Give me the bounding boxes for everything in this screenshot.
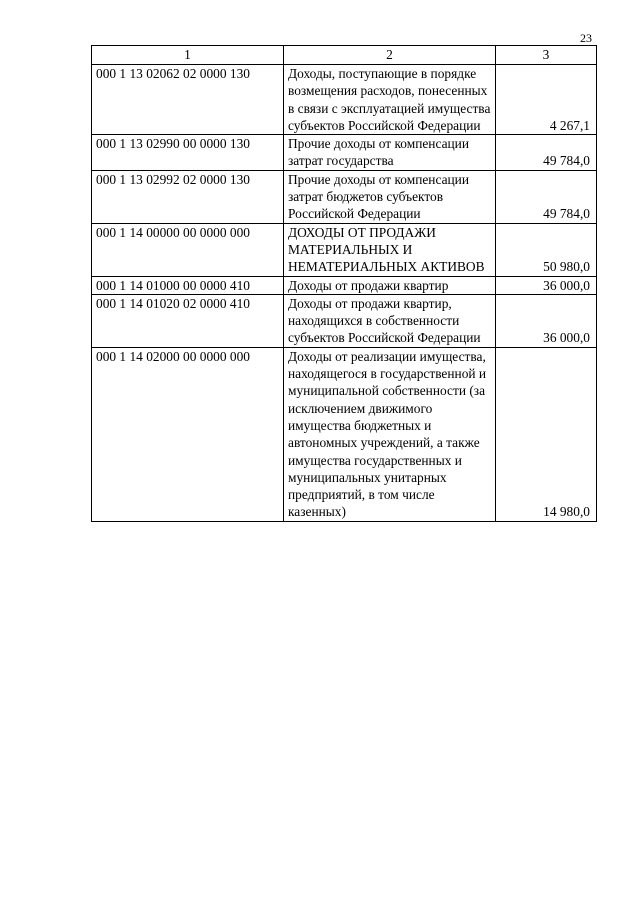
- table-header-row: [92, 46, 597, 65]
- page-number: 23: [580, 31, 592, 45]
- row-amount: 50 980,0: [496, 223, 597, 276]
- table-row: [92, 294, 597, 347]
- row-name: Доходы от продажи квартир: [284, 276, 496, 294]
- row-code: 000 1 14 02000 00 0000 000: [92, 347, 284, 521]
- column-header-code: 1: [92, 46, 284, 65]
- table-row: [92, 276, 597, 294]
- column-header-amount: 3: [496, 46, 597, 65]
- table-row: [92, 347, 597, 521]
- row-code: 000 1 13 02062 02 0000 130: [92, 65, 284, 135]
- row-name: ДОХОДЫ ОТ ПРОДАЖИ МАТЕРИАЛЬНЫХ И НЕМАТЕРИАЛЬНЫХ АКТИВОВ: [284, 223, 496, 276]
- row-code: 000 1 13 02990 00 0000 130: [92, 135, 284, 171]
- column-header-name: 2: [284, 46, 496, 65]
- row-amount: 49 784,0: [496, 170, 597, 223]
- row-amount: 49 784,0: [496, 135, 597, 171]
- row-name: Доходы от продажи квартир, находящихся в собственности субъектов Российской Федерации: [284, 294, 496, 347]
- row-amount: 36 000,0: [496, 276, 597, 294]
- row-amount: 14 980,0: [496, 347, 597, 521]
- row-name: Прочие доходы от компенсации затрат государства: [284, 135, 496, 171]
- table-row: [92, 135, 597, 171]
- table-row: [92, 65, 597, 135]
- row-code: 000 1 14 00000 00 0000 000: [92, 223, 284, 276]
- row-amount: 4 267,1: [496, 65, 597, 135]
- revenue-table: [91, 45, 597, 522]
- row-name: Прочие доходы от компенсации затрат бюджетов субъектов Российской Федерации: [284, 170, 496, 223]
- row-code: 000 1 14 01020 02 0000 410: [92, 294, 284, 347]
- row-code: 000 1 13 02992 02 0000 130: [92, 170, 284, 223]
- row-name: Доходы, поступающие в порядке возмещения расходов, понесенных в связи с эксплуатацией имущества субъектов Российской Федерации: [284, 65, 496, 135]
- row-name: Доходы от реализации имущества, находящегося в государственной и муниципальной собственности (за исключением движимого имущества бюджетных и автономных учреждений, а также имущества государственных и муниципальных унитарных предприятий, в том числе казенных): [284, 347, 496, 521]
- row-amount: 36 000,0: [496, 294, 597, 347]
- table-row: [92, 223, 597, 276]
- row-code: 000 1 14 01000 00 0000 410: [92, 276, 284, 294]
- table-row: [92, 170, 597, 223]
